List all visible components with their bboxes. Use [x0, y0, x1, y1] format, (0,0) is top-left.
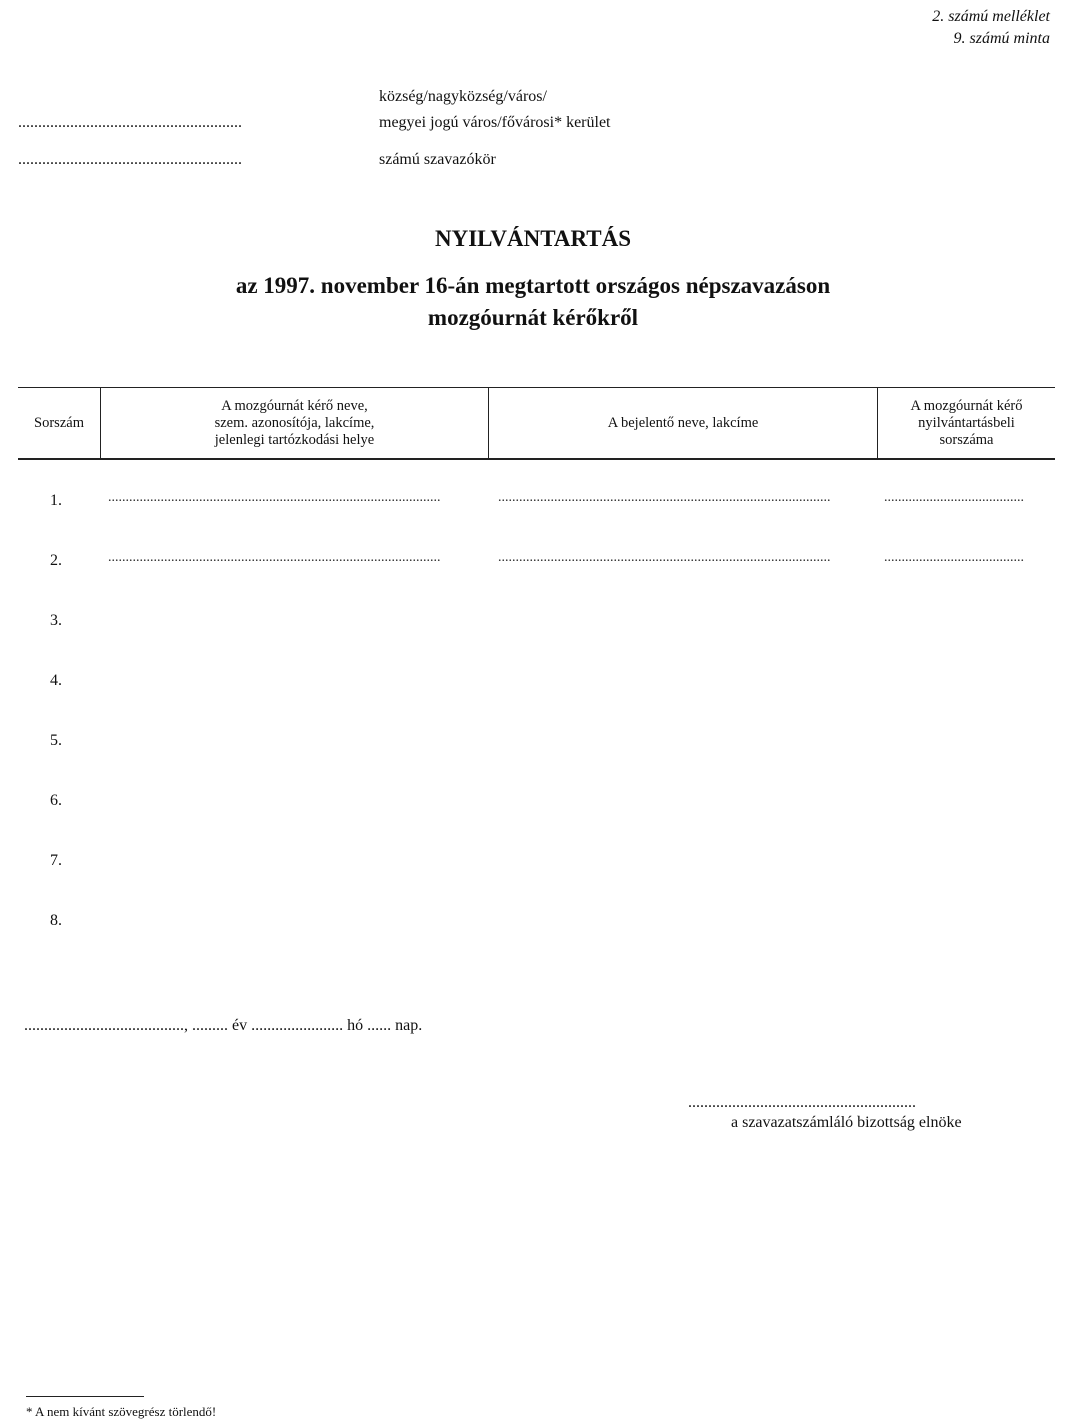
- row-number: 6.: [50, 792, 62, 809]
- day-field[interactable]: ......: [367, 1017, 392, 1034]
- year-label: év: [232, 1017, 248, 1034]
- day-label: nap.: [395, 1017, 423, 1034]
- row-number: 3.: [50, 612, 62, 629]
- subtitle-line2: mozgóurnát kérőkről: [427, 305, 639, 330]
- annex-number: 2. számú melléklet: [932, 8, 1050, 25]
- col-header-requester: A mozgóurnát kérő neve, szem. azonosítója, lakcíme, jelenlegi tartózkodási helye: [214, 397, 375, 448]
- footnote-divider: [26, 1396, 144, 1397]
- row-number: 8.: [50, 912, 62, 929]
- date-line: [24, 1017, 422, 1035]
- row-number: 1.: [50, 492, 62, 509]
- row-requester-field[interactable]: ...............................................................................................: [108, 490, 441, 505]
- col-header-register-number: A mozgóurnát kérő nyilvántartásbeli sorszáma: [910, 397, 1023, 448]
- row-register-field[interactable]: ........................................: [884, 550, 1024, 565]
- month-label: hó: [347, 1017, 364, 1034]
- month-field[interactable]: .......................: [251, 1017, 344, 1034]
- municipality-field[interactable]: ........................................................: [18, 114, 242, 131]
- municipality-label-line1: község/nagyközség/város/: [379, 88, 547, 105]
- row-reporter-field[interactable]: ...............................................................................................: [498, 490, 831, 505]
- row-number: 4.: [50, 672, 62, 689]
- row-register-field[interactable]: ........................................: [884, 490, 1024, 505]
- row-number: 2.: [50, 552, 62, 569]
- signature-label: a szavazatszámláló bizottság elnöke: [731, 1114, 962, 1131]
- sample-number: 9. számú minta: [953, 30, 1050, 47]
- annex-reference: [932, 6, 1050, 50]
- row-requester-field[interactable]: ...............................................................................................: [108, 550, 441, 565]
- page-title: NYILVÁNTARTÁS: [434, 226, 632, 251]
- footnote: * A nem kívánt szövegrész törlendő!: [26, 1404, 217, 1419]
- place-field[interactable]: ........................................,: [24, 1017, 188, 1034]
- subtitle-line1: az 1997. november 16-án megtartott országos népszavazáson: [235, 273, 831, 298]
- table-header: [18, 387, 1055, 460]
- col-header-number: Sorszám: [34, 414, 84, 431]
- municipality-label-line2: megyei jogú város/fővárosi* kerület: [379, 114, 611, 131]
- page-subtitle: [0, 270, 1066, 334]
- year-field[interactable]: .........: [192, 1017, 228, 1034]
- signature-field[interactable]: .........................................................: [688, 1094, 916, 1111]
- row-reporter-field[interactable]: ...............................................................................................: [498, 550, 831, 565]
- row-number: 5.: [50, 732, 62, 749]
- district-label: számú szavazókör: [379, 151, 496, 168]
- col-header-reporter: A bejelentő neve, lakcíme: [607, 414, 759, 431]
- row-number: 7.: [50, 852, 62, 869]
- district-field[interactable]: ........................................................: [18, 151, 242, 168]
